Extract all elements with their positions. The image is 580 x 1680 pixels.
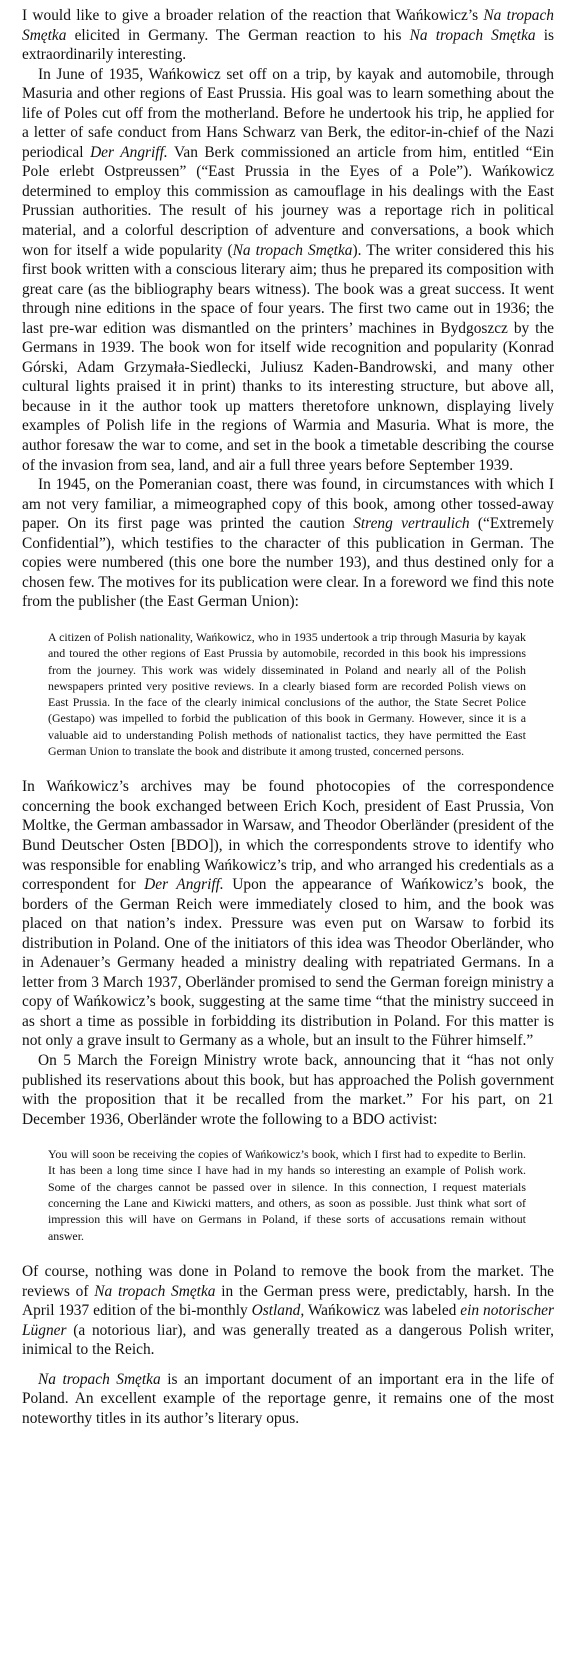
text-run: is extraordinarily interesting. (22, 26, 555, 64)
text-run: I would like to give a broader relation of the reaction that Wańkowicz’s (22, 7, 484, 24)
german-phrase: ein notorischer Lügner (22, 1302, 554, 1339)
text-run: ). The writer considered this his first book written with a conscious literary aim; thus he prepared its composition with great care (as the bibliography bears witness). The book was a great success. It went through nine editions in the space of four years. The first two came out in 1936; the last pre-war edition was dismantled on the printers’ machines in Bydgoszcz by the Germans in 1939. The book won for itself wide recognition and popularity (Konrad Górski, Adam Grzymała-Siedlecki, Juliusz Kaden-Bandrowski, and many other cultural lights praised it in print) thanks to its interesting structure, but above all, because in it the author took up matters theretofore unknown, displaying lively examples of Polish life in the regions of Warmia and Masuria. What is more, the author foresaw the war to come, and set in the book a timetable describing the course of the invasion from sea, land, and air a full three years before September 1939. (22, 241, 554, 474)
text-run: in the German press were, predictably, harsh. In the April 1937 edition of the bi-monthly (22, 1282, 555, 1320)
caution-phrase: Streng vertraulich (353, 515, 470, 533)
paragraph-intro (22, 6, 554, 65)
text-run: Of course, nothing was done in Poland to remove the book from the market. The reviews of (22, 1262, 554, 1300)
periodical-title: Ostland, (251, 1302, 305, 1320)
block-quote-oberlander-letter: You will soon be receiving the copies of Wańkowicz’s book, which I first had to expedite to Berlin. It has been a long time since I have had in my hands so interesting an example of Polish work. Some of the charges cannot be passed over in silence. In this connection, I request materials concerning the Lane and Kiwicki matters, and others, as soon as possible. Just think what sort of impression this will have on Germans in Poland, if these sorts of accusations remain without answer. (48, 1147, 526, 1243)
paragraph-foreign-ministry: On 5 March the Foreign Ministry wrote back, announcing that it “has not only published its reservations about this book, but has approached the Polish government with the proposition that it be recalled from the market.” For his part, on 21 December 1936, Oberländer wrote the following to a BDO activist: (22, 1051, 554, 1128)
text-run: elicited in Germany. The German reaction to his (66, 26, 410, 44)
text-run: In Wańkowicz’s archives may be found photocopies of the correspondence concerning the book exchanged between Erich Koch, president of East Prussia, Von Moltke, the German ambassador in Warsaw, and Theodor Oberländer (president of the Bund Deutscher Osten [BDO]), in which the correspondents strove to identify who was responsible for enabling Wańkowicz’s trip, and who arranged his credentials as a correspondent for (22, 778, 554, 894)
text-run: In June of 1935, Wańkowicz set off on a trip, by kayak and automobile, through Masuria and other regions of East Prussia. His goal was to learn something about the life of Poles cut off from the motherland. Before he undertook his trip, he applied for a letter of safe conduct from Hans Schwarz van Berk, the editor-in-chief of the Nazi periodical (22, 65, 554, 161)
book-title: Na tropach Smętka (94, 1282, 216, 1300)
paragraph-mimeographed-copy (22, 475, 554, 612)
book-title: Na tropach Smętka (38, 1370, 161, 1388)
text-run: (“Extremely Confidential”), which testifies to the character of this publication in German. The copies were numbered (this one bore the number 193), and thus destined only for a chosen few. The motives for its publication were clear. In a foreword we find this note from the publisher (the East German Union): (22, 515, 554, 611)
book-title: Na tropach Smętka (22, 7, 554, 44)
paragraph-reviews (22, 1262, 554, 1360)
text-run: In 1945, on the Pomeranian coast, there was found, in circumstances with which I am not very familiar, a mimeographed copy of this book, among other tossed-away paper. On its first page was printed the caution (22, 476, 554, 533)
book-title: Na tropach Smętka (232, 241, 353, 259)
book-title: Na tropach Smętka (409, 26, 536, 44)
text-run: Wańkowicz was labeled (304, 1302, 461, 1320)
text-run: is an important document of an important era in the life of Poland. An excellent example of the reportage genre, it remains one of the most noteworthy titles in its author’s literary opus. (22, 1370, 555, 1427)
text-run: Van Berk commissioned an article from him, entitled “Ein Pole erlebt Ostpreussen” (“East Prussia in the Eyes of a Pole”). Wańkowicz determined to employ this commission as camouflage in his dealings with the East Prussian authorities. The result of his journey was a reportage rich in political material, and a colorful description of adventure and conversations, a book which won for itself a wide popularity ( (22, 143, 554, 259)
paragraph-archives (22, 777, 554, 1051)
block-quote-foreword: A citizen of Polish nationality, Wańkowicz, who in 1935 undertook a trip through Masuria by kayak and toured the other regions of East Prussia by automobile, recorded in this book his impressions from the journey. This work was widely disseminated in Poland and nearly all of the Polish newspapers printed very positive reviews. In a clearly biased form are recorded Polish views on East Prussia. In the face of the clearly inimical conclusions of the author, the State Secret Police (Gestapo) was impelled to forbid the publication of this book in Germany. However, since it is a valuable aid to understanding Polish methods of nationalist tactics, they have permitted the East German Union to translate the book and distribute it among trusted, concerned persons. (48, 629, 526, 759)
paragraph-conclusion (22, 1370, 554, 1429)
text-run: (a notorious liar), and was generally treated as a dangerous Polish writer, inimical to the Reich. (22, 1321, 554, 1359)
text-run: Upon the appearance of Wańkowicz’s book, the borders of the German Reich were immediately closed to him, and the book was placed on that nation’s index. Pressure was even put on Warsaw to forbid its distribution in Poland. One of the initiators of this idea was Theodor Oberländer, who in Adenauer’s Germany headed a ministry dealing with repatriated Germans. In a letter from 3 March 1937, Oberländer promised to send the German foreign ministry a copy of Wańkowicz’s book, suggesting at the same time “that the ministry succeed in as short a time as possible in forbidding its distribution in Poland. For this matter is not only a grave insult to Germany as a whole, but an insult to the Führer himself.” (22, 876, 554, 1050)
periodical-title: Der Angriff. (90, 143, 168, 161)
paragraph-trip-1935 (22, 65, 554, 475)
periodical-title: Der Angriff. (144, 876, 224, 894)
